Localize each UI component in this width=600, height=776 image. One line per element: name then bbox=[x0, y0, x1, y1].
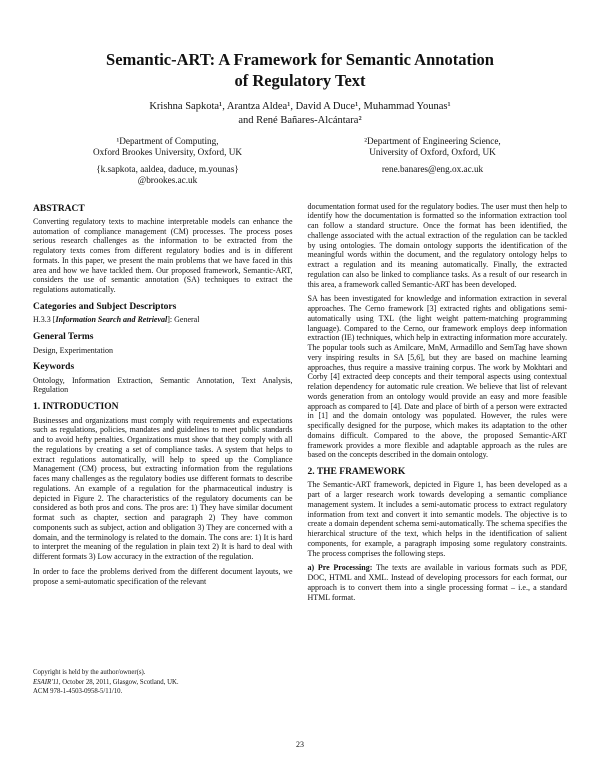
categories-term: Information Search and Retrieval bbox=[55, 315, 168, 325]
isbn-line: ACM 978-1-4503-0958-5/11/10. bbox=[33, 688, 123, 696]
right-column bbox=[308, 202, 568, 608]
framework-heading: 2. THE FRAMEWORK bbox=[307, 467, 406, 478]
paper-title-line2: of Regulatory Text bbox=[234, 70, 366, 90]
abstract-heading: ABSTRACT bbox=[33, 203, 85, 214]
venue-name: ESAIR'11, bbox=[33, 678, 61, 686]
categories-suffix: ]: General bbox=[167, 315, 200, 325]
affiliation-email bbox=[300, 164, 565, 176]
framework-paragraph: The Semantic-ART framework, depicted in Figure 1, has been developed as a part of a larger research work towards developing a semantic compliance management system. It includes a semi-automatic process to extract regulatory information from text and convert it into semantic models. The objective is to create a domain dependent schema semi-automatically. The schema specifies the hierarchical structure of the text, which helps in the identification of salient components, for example, a paragraph imposing some regulatory constraints. The process comprises the following steps. bbox=[307, 480, 567, 558]
email-line: {k.sapkota, aaldea, daduce, m.younas} bbox=[96, 163, 239, 174]
abstract-text: Converting regulatory texts to machine interpretable models can enhance the automation of compliance management (CM) processes. The process poses serious research challenges as the information to be extracted from the regulatory texts comes from different regulatory bodies and is in different formats. In this paper, we present the main problems that we have faced in this area and how we have tackled them. Our proposed framework, Semantic-ART, considers the use of semantic annotation (SA) techniques to extract the regulations automatically. bbox=[33, 216, 293, 295]
affiliation-email bbox=[35, 164, 300, 187]
affiliations bbox=[0, 136, 600, 187]
introduction-heading: 1. INTRODUCTION bbox=[33, 402, 119, 413]
related-work-paragraph: SA has been investigated for knowledge and information extraction in several approaches. The Cerno framework [3] extracted rights and obligations semi-automatically using TXL (the light weight pattern-matching programming language). Compared to the Cerno, our framework employs deep information extraction (IE) techniques, which help in extracting information more accurately. The popular tools such as Amilcare, MnM, Armadillo and SemTag have shown very inspiring results in SA [5,6], but they are based on machine learning approaches, thus require a massive training corpus. The work by Mokhtari and Corby [4] extracted deep concepts and their temporal aspects using contextual relation dependency for automatic rule creation. We believe that list of relevant words generation from an ontology would provide an easy and more feasible approach as compared to [4]. Date and place of birth of a person were extracted in [1] and the domain ontology was populated. However, the rules were specifically designed for the purpose, which makes its adaptation to the other domains difficult. Compared to the above, the proposed Semantic-ART framework provides a more flexible and adaptable approach as the rules are based on the concepts described in the domain ontology. bbox=[307, 294, 567, 460]
venue-line bbox=[33, 678, 263, 688]
copyright-line: Copyright is held by the author/owner(s). bbox=[33, 669, 146, 676]
venue-rest: October 28, 2011, Glasgow, Scotland, UK. bbox=[60, 678, 179, 686]
affiliation-institution: University of Oxford, Oxford, UK bbox=[369, 147, 496, 158]
paper-title bbox=[0, 0, 600, 91]
affiliation-oxford bbox=[300, 136, 565, 187]
general-terms-text: Design, Experimentation bbox=[33, 345, 113, 355]
paper-title-line1: Semantic-ART: A Framework for Semantic Annotation bbox=[106, 50, 494, 69]
email-line: @brookes.ac.uk bbox=[137, 175, 198, 186]
preprocessing-body: The texts are available in various formats such as PDF, DOC, HTML and XML. Instead of developing processors for each format, our approach is to convert them into a single processing format – i.e., a standard HTML format. bbox=[307, 563, 568, 602]
copyright-block bbox=[33, 668, 263, 697]
preprocessing-lead: a) Pre Processing: bbox=[307, 563, 373, 573]
left-column bbox=[33, 202, 293, 592]
categories-text bbox=[33, 315, 293, 325]
categories-heading: Categories and Subject Descriptors bbox=[33, 301, 177, 312]
body-columns bbox=[0, 202, 600, 608]
affiliation-dept: ¹Department of Computing, bbox=[116, 135, 219, 146]
page-number: 23 bbox=[296, 740, 304, 749]
general-terms-heading: General Terms bbox=[33, 332, 94, 343]
keywords-heading: Keywords bbox=[33, 362, 75, 373]
email-line: rene.banares@eng.ox.ac.uk bbox=[381, 163, 484, 174]
authors-line2: and René Bañares-Alcántara² bbox=[238, 114, 362, 126]
affiliation-institution: Oxford Brookes University, Oxford, UK bbox=[93, 147, 242, 158]
preprocessing-paragraph bbox=[308, 563, 568, 602]
authors-line1: Krishna Sapkota¹, Arantza Aldea¹, David A Duce¹, Muhammad Younas¹ bbox=[149, 101, 451, 113]
keywords-text: Ontology, Information Extraction, Semantic Annotation, Text Analysis, Regulation bbox=[33, 375, 293, 395]
categories-prefix: H.3.3 [ bbox=[33, 315, 56, 325]
author-list bbox=[0, 100, 600, 127]
introduction-paragraph-1: Businesses and organizations must comply with requirements and expectations such as regulations, policies, mandates and guidelines to meet public standards and to avoid hefty penalties. Organizations must show that they comply with all the regulations by creating a set of compliance tasks. A system that helps to extract regulations automatically, will help to speed up the Compliance Management (CM) process, but extracting information from the regulations faces many challenges as the regulatory bodies use different formats to describe regulations. An example of a regulation for the pharmaceutical industry is depicted in Figure 2. The characteristics of the regulatory documents can be considered as both pros and cons. The pros are: 1) They have similar document format such as chapter, section and paragraph 2) They have common components such as subject, action and obligation 3) They are concerned with a domain, and the terminology is related to the domain. The cons are: 1) It is hard to interpret the meaning of the regulation in plain text 2) It is hard to deal with different formats 3) Low accuracy in the extraction of the regulation. bbox=[33, 415, 293, 562]
affiliation-oxford-brookes bbox=[35, 136, 300, 187]
affiliation-dept: ²Department of Engineering Science, bbox=[364, 135, 501, 146]
continuation-paragraph: documentation format used for the regulatory bodies. The user must then help to identify how the documentation is formatted so the information extraction tool can follow a standard structure. Once the format has been identified, the challenge associated with the actual extraction of the regulation can be tackled by using ontologies. The domain ontology supports the identification of the meaningful words within the document, and the regulatory ontology helps to extract a regulation and its meaning automatically. Finally, the extracted regulation can also be linked to compliance tasks. As a result of our research in this area, a framework called Semantic-ART has been developed. bbox=[307, 201, 567, 289]
introduction-paragraph-2: In order to face the problems derived from the different document layouts, we propose a semi-automatic specification of the relevant bbox=[33, 566, 293, 586]
